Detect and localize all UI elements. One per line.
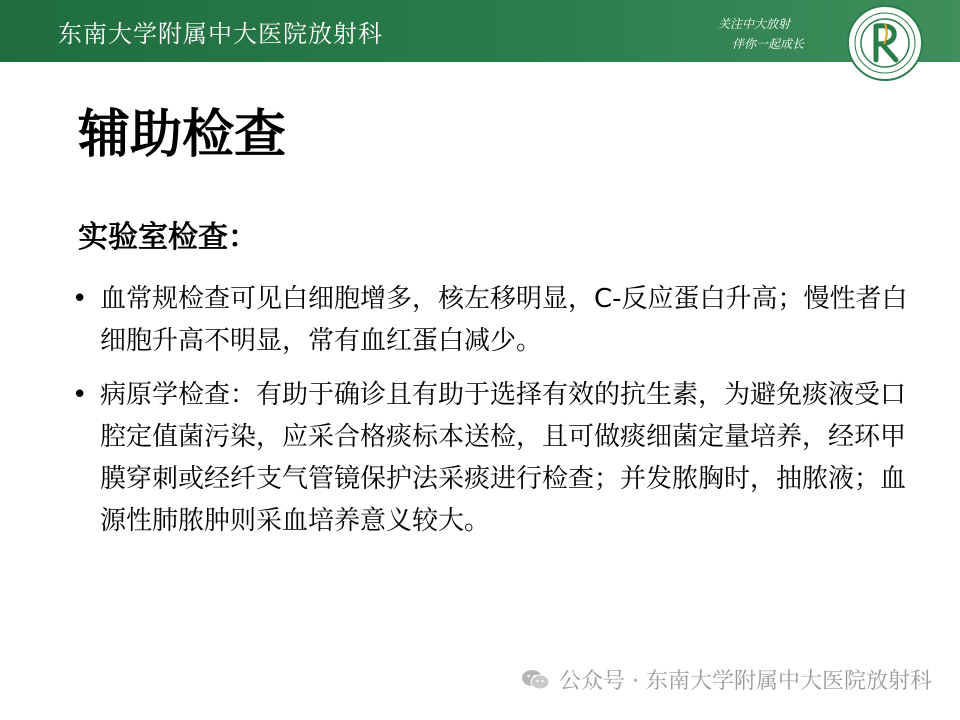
bullet-list (72, 278, 922, 554)
wechat-icon (521, 668, 551, 692)
list-item (72, 374, 922, 542)
slogan-line-1: 关注中大放射 (718, 17, 791, 31)
watermark-text: 公众号 · 东南大学附属中大医院放射科 (559, 669, 932, 694)
bullet-text: 血常规检查可见白细胞增多，核左移明显，C-反应蛋白升高；慢性者白细胞升高不明显，常有血红蛋白减少。 (100, 284, 908, 356)
section-subheading: 实验室检查： (78, 220, 258, 255)
slide-title: 辅助检查 (78, 105, 287, 165)
header-bar (0, 0, 960, 62)
department-title: 东南大学附属中大医院放射科 (58, 20, 383, 48)
slogan (718, 14, 828, 54)
list-item (72, 278, 922, 362)
slogan-line-2: 伴你一起成长 (732, 37, 805, 51)
bullet-marker: • (72, 380, 88, 410)
footer-watermark (521, 664, 932, 695)
hospital-logo-icon (846, 4, 924, 82)
bullet-marker: • (72, 284, 88, 314)
bullet-text: 病原学检查：有助于确诊且有助于选择有效的抗生素，为避免痰液受口腔定值菌污染，应采合格痰标本送检，且可做痰细菌定量培养，经环甲膜穿刺或经纤支气管镜保护法采痰进行检查；并发脓胸时，抽脓液；血源性肺脓肿则采血培养意义较大。 (100, 380, 907, 536)
